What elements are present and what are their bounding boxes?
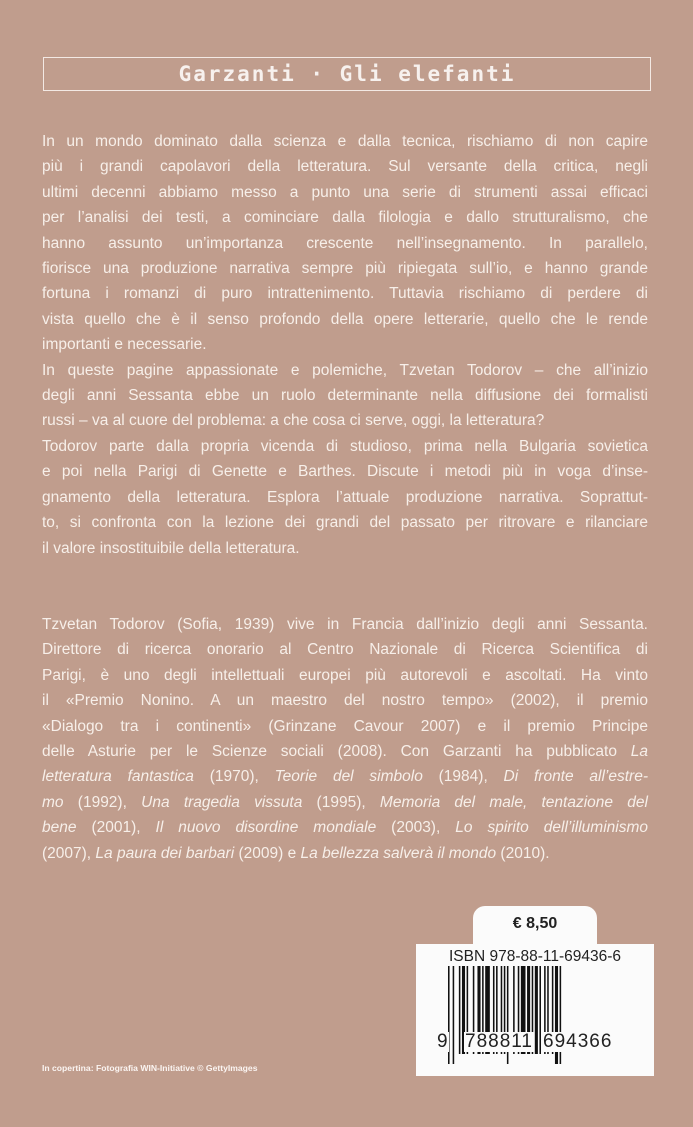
barcode-bar	[539, 966, 541, 1054]
description-line: Todorov parte dalla propria vicenda di studioso, prima nella Bulgaria sovietica	[42, 437, 648, 455]
bio-text: delle Asturie per le Scienze sociali (2008). Con Garzanti ha pubblicato	[42, 743, 631, 761]
bio-text: (2010).	[496, 844, 550, 862]
description-line: russi – va al cuore del problema: a che cosa ci serve, oggi, la letteratura?	[42, 412, 545, 430]
description-line: In un mondo dominato dalla scienza e dalla tecnica, rischiamo di non capire	[42, 133, 648, 150]
book-title-italic: La bellezza salverà il mondo	[300, 844, 497, 862]
series-title: Garzanti · Gli elefanti	[178, 62, 516, 86]
description-line: In queste pagine appassionate e polemiche, Tzvetan Todorov – che all’inizio	[42, 361, 648, 379]
book-description	[42, 129, 648, 561]
bio-text: (2007),	[42, 844, 96, 862]
author-biography	[42, 612, 648, 866]
description-line: importanti e necessarie.	[42, 336, 207, 354]
book-title-italic: Il nuovo disordine mondiale	[155, 819, 377, 837]
book-title-italic: Teorie del simbolo	[274, 768, 423, 786]
barcode-bar	[459, 966, 461, 1054]
barcode-digits-right: 694366	[543, 1031, 613, 1052]
bio-text: (1984),	[422, 768, 504, 786]
description-line: il valore insostituibile della letteratura.	[42, 539, 300, 557]
barcode-digit-first: 9	[437, 1031, 448, 1052]
bio-line	[42, 612, 648, 637]
bio-text: il «Premio Nonino. A un maestro del nostro tempo» (2002), il premio	[42, 692, 648, 710]
bio-text: (2001),	[76, 819, 156, 837]
barcode-bar	[453, 966, 455, 1064]
bio-text: Parigi, è uno degli intellettuali europei più autorevoli e ascoltati. Ha vinto	[42, 666, 648, 684]
description-line: fortuna i romanzi di puro intrattenimento. Tuttavia rischiamo di perdere di	[42, 285, 648, 303]
description-line: degli anni Sessanta ebbe un ruolo determinante nella diffusione dei formalisti	[42, 387, 648, 405]
bio-text: (1970),	[193, 768, 275, 786]
book-title-italic: La	[630, 743, 648, 761]
bio-text: «Dialogo tra i continenti» (Grinzane Cavour 2007) e il premio Principe	[42, 717, 648, 735]
barcode-bar	[535, 966, 538, 1054]
book-title-italic: Di fronte all’estre-	[503, 768, 648, 786]
price-label: € 8,50	[473, 906, 597, 946]
series-header-box	[43, 57, 651, 91]
bio-text: (1992),	[63, 793, 142, 811]
description-line: vista quello che è il senso profondo della opere letterarie, quello che le rende	[42, 310, 648, 328]
description-line: e poi nella Parigi di Genette e Barthes. Discute i metodi più in voga d’inse-	[42, 463, 648, 481]
description-line: fiorisce una produzione narrativa sempre più ripiegata sull’io, e hanno grande	[42, 260, 648, 278]
description-line: più i grandi capolavori della letteratura. Sul versante della critica, negli	[42, 158, 648, 176]
bio-line	[42, 688, 648, 713]
bio-text: (2009) e	[234, 844, 301, 862]
bio-line	[42, 663, 648, 688]
book-title-italic: Lo spirito dell’illuminismo	[455, 819, 648, 837]
description-line: hanno assunto un’importanza crescente nell’insegnamento. In parallelo,	[42, 234, 648, 252]
bio-line	[42, 790, 648, 815]
bio-line	[42, 739, 648, 764]
description-line: per l’analisi dei testi, a cominciare dalla filologia e dallo strutturalismo, che	[42, 209, 648, 227]
bio-line	[42, 764, 648, 789]
isbn-text: ISBN 978-88-11-69436-6	[448, 948, 622, 965]
description-line: ultimi decenni abbiamo messo a punto una serie di strumenti assai efficaci	[42, 183, 648, 201]
barcode-label	[416, 944, 654, 1076]
bio-line	[42, 637, 648, 662]
bio-line	[42, 815, 648, 840]
book-title-italic: bene	[42, 819, 77, 837]
bio-text: Direttore di ricerca onorario al Centro Nazionale di Ricerca Scientifica di	[42, 641, 648, 659]
cover-credit: In copertina: Fotografia WIN-Initiative © GettyImages	[42, 1063, 258, 1073]
bio-line	[42, 714, 648, 739]
bio-line	[42, 841, 648, 866]
book-title-italic: mo	[42, 793, 64, 811]
description-line: to, si confronta con la lezione dei grandi del passato per ritrovare e rilanciare	[42, 514, 648, 532]
book-title-italic: Una tragedia vissuta	[141, 793, 303, 811]
book-title-italic: letteratura fantastica	[42, 768, 194, 786]
book-title-italic: La paura dei barbari	[95, 844, 235, 862]
bio-text: (2003),	[376, 819, 456, 837]
book-title-italic: Memoria del male, tentazione del	[379, 793, 648, 811]
bio-text: (1995),	[302, 793, 380, 811]
barcode-digits-left: 788811	[465, 1031, 533, 1052]
description-line: gnamento della letteratura. Esplora l’attuale produzione narrativa. Soprattut-	[42, 488, 648, 506]
bio-text: Tzvetan Todorov (Sofia, 1939) vive in Francia dall’inizio degli anni Sessanta.	[42, 616, 648, 633]
